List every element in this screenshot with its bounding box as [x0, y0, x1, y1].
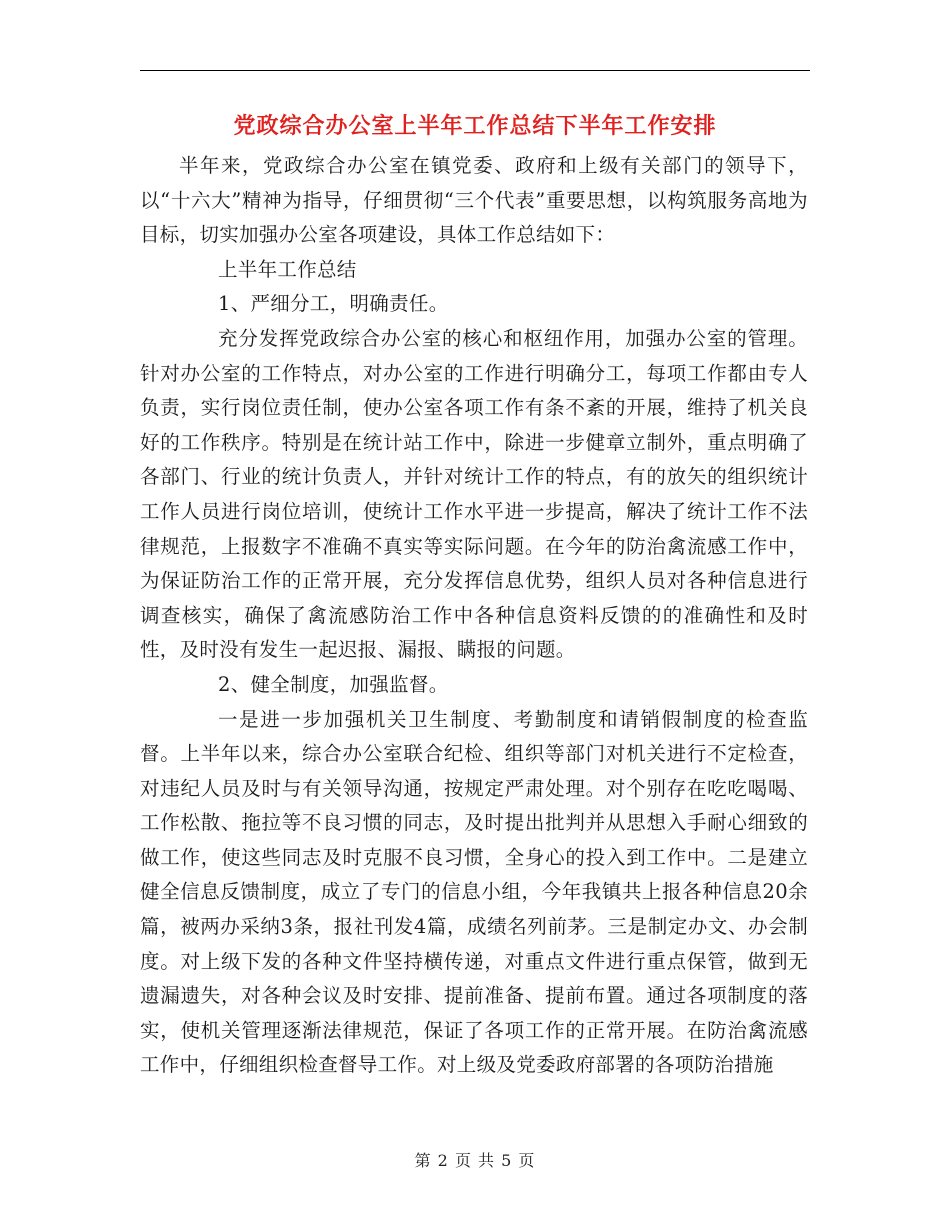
- body-paragraph-1: 充分发挥党政综合办公室的核心和枢纽作用，加强办公室的管理。针对办公室的工作特点，对办公室的工作进行明确分工，每项工作都由专人负责，实行岗位责任制，使办公室各项工作有条不紊的开展，维持了机关良好的工作秩序。特别是在统计站工作中，除进一步健章立制外，重点明确了各部门、行业的统计负责人，并针对统计工作的特点，有的放矢的组织统计工作人员进行岗位培训，使统计工作水平进一步提高，解决了统计工作不法律规范，上报数字不准确不真实等实际问题。在今年的防治禽流感工作中，为保证防治工作的正常开展，充分发挥信息优势，组织人员对各种信息进行调查核实，确保了禽流感防治工作中各种信息资料反馈的的准确性和及时性，及时没有发生一起迟报、漏报、瞒报的问题。: [140, 326, 808, 662]
- document-body: [140, 149, 808, 1083]
- page-number: 第 2 页 共 5 页: [414, 1151, 536, 1170]
- document-title: 党政综合办公室上半年工作总结下半年工作安排: [233, 113, 717, 139]
- subsection-heading-2: 2、健全制度，加强监督。: [218, 672, 449, 696]
- body-paragraph-2: 一是进一步加强机关卫生制度、考勤制度和请销假制度的检查监督。上半年以来，综合办公室联合纪检、组织等部门对机关进行不定检查，对违纪人员及时与有关领导沟通，按规定严肃处理。对个别存在吃吃喝喝、工作松散、拖拉等不良习惯的同志，及时提出批判并从思想入手耐心细致的做工作，使这些同志及时克服不良习惯，全身心的投入到工作中。二是建立健全信息反馈制度，成立了专门的信息小组，今年我镇共上报各种信息20余篇，被两办采纳3条，报社刊发4篇，成绩名列前茅。三是制定办文、办会制度。对上级下发的各种文件坚持横传递，对重点文件进行重点保管，做到无遗漏遗失，对各种会议及时安排、提前准备、提前布置。通过各项制度的落实，使机关管理逐渐法律规范，保证了各项工作的正常开展。在防治禽流感工作中，仔细组织检查督导工作。对上级及党委政府部署的各项防治措施: [140, 707, 808, 1077]
- intro-paragraph: 半年来，党政综合办公室在镇党委、政府和上级有关部门的领导下，以“十六大”精神为指导，仔细贯彻“三个代表”重要思想，以构筑服务高地为目标，切实加强办公室各项建设，具体工作总结如下：: [140, 154, 808, 247]
- section-heading: 上半年工作总结: [218, 257, 357, 281]
- header-rule: [140, 70, 810, 71]
- subsection-heading-1: 1、严细分工，明确责任。: [218, 292, 449, 316]
